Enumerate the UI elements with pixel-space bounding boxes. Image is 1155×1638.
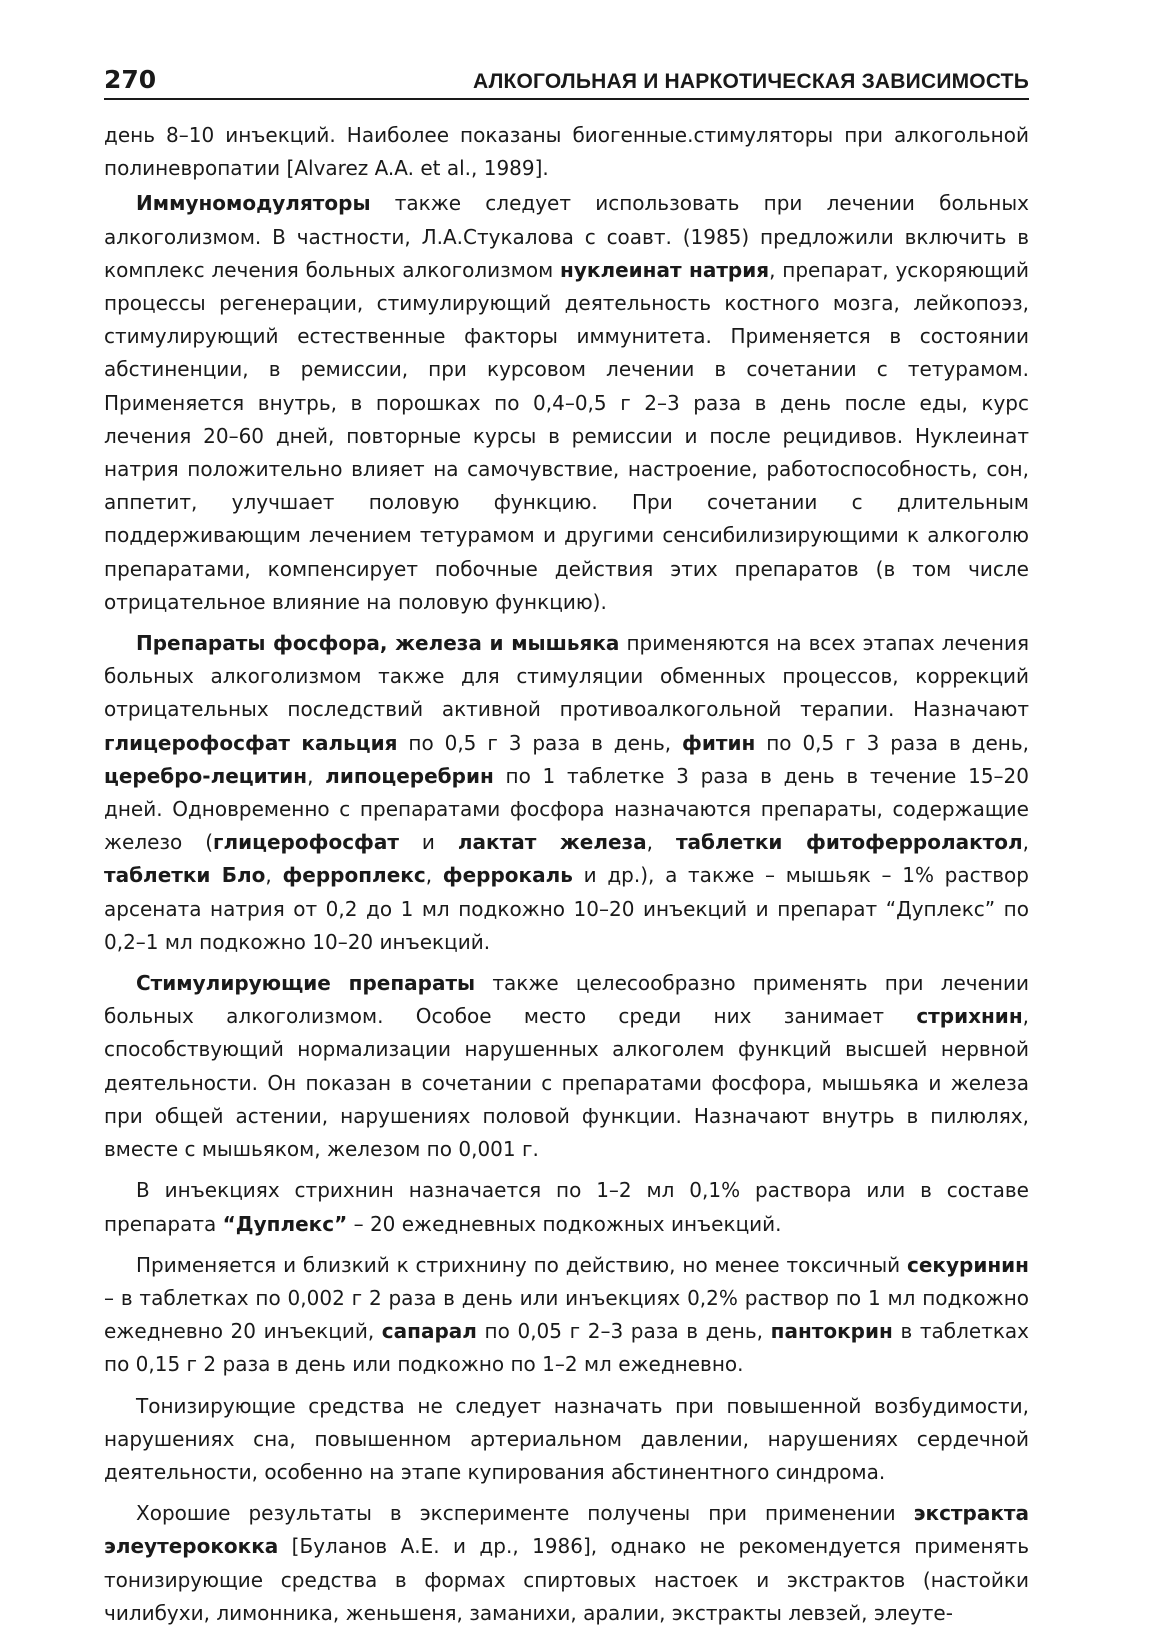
bold-term: Иммуномодуляторы: [136, 191, 371, 216]
text-run: – в таблетках по 0,002 г 2 раза в день или инъекциях 0,2% раствор по 1 мл подкожно ежедневно 20 инъекций,: [104, 1285, 1029, 1344]
paragraph: [104, 1249, 1029, 1382]
bold-term: фитин: [682, 730, 756, 755]
bold-term: глицерофосфат кальция: [104, 730, 398, 755]
paragraph: [104, 1174, 1029, 1240]
text-run: ,: [307, 763, 326, 788]
bold-term: глицерофосфат: [213, 830, 399, 855]
bold-term: липоцеребрин: [325, 763, 494, 788]
paragraph: [104, 967, 1029, 1166]
bold-term: нуклеинат натрия: [560, 257, 770, 282]
text-run: в таблетках по 0,15 г 2 раза в день или подкожно по 1–2 мл ежедневно.: [104, 1319, 1029, 1377]
paragraph: [104, 627, 1029, 959]
book-page: [104, 58, 1029, 1638]
bold-term: лактат железа: [457, 830, 647, 855]
text-run: и др.), а также – мышьяк – 1% раствор арсената натрия от 0,2 до 1 мл подкожно 10–20 инъекций и препарат “Дуплекс” по 0,2–1 мл подкожно 10–20 инъекций.: [104, 863, 1029, 954]
text-run: ,: [425, 863, 443, 888]
text-run: [Буланов А.Е. и др., 1986], однако не рекомендуется применять тонизирующие средства в формах спиртовых настоек и экстрактов (настойки чилибухи, лимонника, женьшеня, заманихи, аралии, экстракты левзей, элеуте-: [104, 1534, 1029, 1625]
text-run: день 8–10 инъекций. Наиболее показаны биогенные.стимуляторы при алкогольной полиневропатии [Alvarez A.A. et al., 1989].: [104, 123, 1029, 181]
text-run: ,: [265, 863, 283, 888]
bold-term: феррокаль: [442, 863, 573, 888]
bold-term: стрихнин: [916, 1004, 1023, 1029]
text-run: ,: [646, 830, 676, 855]
text-run: Применяется и близкий к стрихнину по действию, но менее токсичный: [136, 1252, 907, 1277]
bold-term: пантокрин: [770, 1319, 893, 1344]
running-title: АЛКОГОЛЬНАЯ И НАРКОТИЧЕСКАЯ ЗАВИСИМОСТЬ: [472, 70, 1029, 93]
text-run: В инъекциях стрихнин назначается по 1–2 мл 0,1% раствора или в составе препарата: [104, 1178, 1029, 1236]
bold-term: сапарал: [381, 1319, 477, 1344]
page-number: 270: [104, 65, 157, 94]
text-run: также следует использовать при лечении больных алкоголизмом. В частности, Л.А.Стукалова с соавт. (1985) предложили включить в комплекс лечения больных алкоголизмом: [104, 191, 1029, 282]
body-text: [104, 119, 1029, 1630]
text-run: и: [398, 830, 458, 855]
text-run: по 0,5 г 3 раза в день,: [397, 730, 683, 755]
bold-term: Препараты фосфора, железа и мышьяка: [136, 631, 620, 656]
bold-term: Стимулирующие препараты: [136, 971, 476, 996]
text-run: Хорошие результаты в эксперименте получены при применении: [136, 1501, 914, 1526]
text-run: ,: [1022, 830, 1029, 855]
text-run: применяются на всех этапах лечения больных алкоголизмом также для стимуляции обменных процессов, коррекций отрицательных последствий активной противоалкогольной терапии. Назначают: [104, 631, 1029, 722]
text-run: Тонизирующие средства не следует назначать при повышенной возбудимости, нарушениях сна, повышенном артериальном давлении, нарушениях сердечной деятельности, особенно на этапе купирования абстинентного синдрома.: [104, 1393, 1029, 1484]
text-run: – 20 ежедневных подкожных инъекций.: [347, 1211, 782, 1236]
bold-term: церебро-лецитин: [104, 763, 308, 788]
text-run: , способствующий нормализации нарушенных алкоголем функций высшей нервной деятельности. Он показан в сочетании с препаратами фосфора, мышьяка и железа при общей астении, нарушениях половой функции. Назначают внутрь в пилюлях, вместе с мышьяком, железом по 0,001 г.: [104, 1004, 1029, 1162]
text-run: по 0,05 г 2–3 раза в день,: [476, 1319, 771, 1344]
paragraph: [104, 1497, 1029, 1630]
paragraph: [104, 119, 1029, 185]
bold-term: таблетки фитоферролактол: [675, 830, 1023, 855]
text-run: по 0,5 г 3 раза в день,: [755, 730, 1029, 755]
bold-term: “Дуплекс”: [222, 1211, 348, 1236]
text-run: также целесообразно применять при лечении больных алкоголизмом. Особое место среди них занимает: [104, 971, 1029, 1029]
paragraph: [104, 1390, 1029, 1490]
bold-term: секуринин: [906, 1252, 1029, 1277]
bold-term: таблетки Бло: [104, 863, 266, 888]
bold-term: ферроплекс: [282, 863, 426, 888]
page-header: [104, 58, 1029, 100]
bold-term: экстракта элеутерококка: [104, 1501, 1029, 1559]
text-run: , препарат, ускоряющий процессы регенерации, стимулирующий деятельность костного мозга, лейкопоэз, стимулирующий естественные факторы иммунитета. Применяется в состоянии абстиненции, в ремиссии, при курсовом лечении в сочетании с тетурамом. Применяется внутрь, в порошках по 0,4–0,5 г 2–3 раза в день после еды, курс лечения 20–60 дней, повторные курсы в ремиссии и после рецидивов. Нуклеинат натрия положительно влияет на самочувствие, настроение, работоспособность, сон, аппетит, улучшает половую функцию. При сочетании с длительным поддерживающим лечением тетурамом и другими сенсибилизирующими к алкоголю препаратами, компенсирует побочные действия этих препаратов (в том числе отрицательное влияние на половую функцию).: [104, 257, 1030, 614]
paragraph: [104, 187, 1029, 619]
text-run: по 1 таблетке 3 раза в день в течение 15–20 дней. Одновременно с препаратами фосфора назначаются препараты, содержащие железо (: [104, 763, 1029, 855]
